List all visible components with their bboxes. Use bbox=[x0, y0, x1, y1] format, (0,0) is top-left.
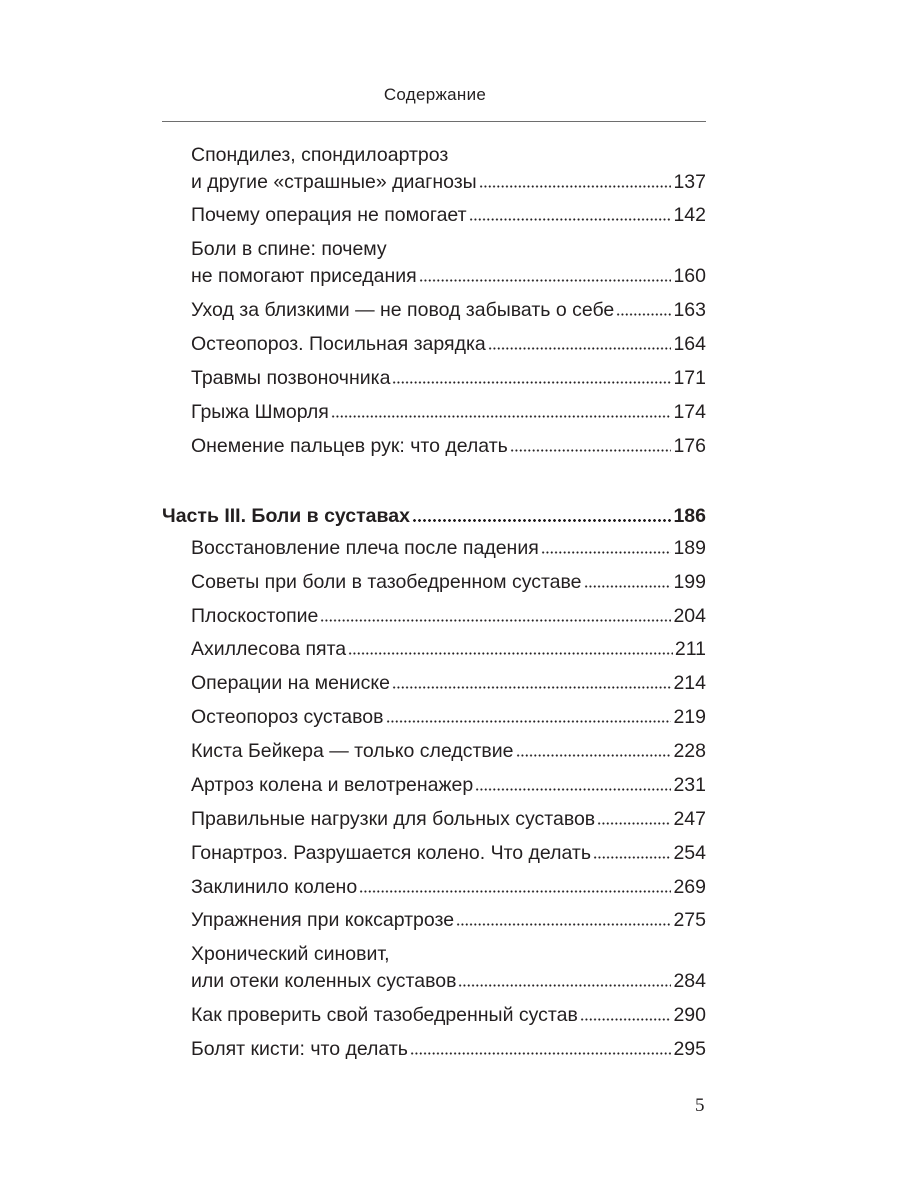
toc-entry[interactable] bbox=[191, 603, 706, 630]
toc-entry[interactable] bbox=[191, 569, 706, 596]
dot-leader bbox=[456, 923, 671, 926]
dot-leader bbox=[412, 519, 672, 522]
page-number: 5 bbox=[695, 1095, 705, 1116]
toc-entry-title-line1: Хронический синовит, bbox=[191, 943, 390, 965]
dot-leader bbox=[331, 415, 672, 418]
dot-leader bbox=[475, 788, 671, 791]
running-header: Содержание bbox=[383, 85, 487, 104]
dot-leader bbox=[386, 720, 672, 723]
toc-entry[interactable] bbox=[191, 772, 706, 799]
toc-entry-page: 160 bbox=[673, 265, 706, 287]
toc-entry-page: 137 bbox=[673, 171, 706, 193]
toc-entry-title: Остеопороз суставов bbox=[191, 706, 384, 728]
dot-leader bbox=[410, 1052, 672, 1055]
toc-entry[interactable] bbox=[191, 874, 706, 901]
toc-entry-page: 219 bbox=[673, 706, 706, 728]
toc-entry-title: или отеки коленных суставов bbox=[191, 970, 457, 992]
toc-entry-page: 174 bbox=[673, 401, 706, 423]
dot-leader bbox=[488, 347, 672, 350]
toc-entry-title: и другие «страшные» диагнозы bbox=[191, 171, 477, 193]
toc-entry[interactable] bbox=[191, 202, 706, 229]
toc-entry-page: 199 bbox=[673, 571, 706, 593]
dot-leader bbox=[348, 652, 673, 655]
toc-entry-page: 211 bbox=[674, 638, 706, 660]
toc-entry[interactable] bbox=[191, 1036, 706, 1063]
toc-entry[interactable] bbox=[191, 399, 706, 426]
dot-leader bbox=[392, 381, 671, 384]
dot-leader bbox=[616, 313, 671, 316]
toc-entry-page: 231 bbox=[673, 774, 706, 796]
dot-leader bbox=[580, 1018, 672, 1021]
toc-entry[interactable] bbox=[191, 142, 706, 196]
toc-entry-page: 254 bbox=[673, 842, 706, 864]
toc-entry-page: 275 bbox=[673, 909, 706, 931]
toc-entry-title: Болят кисти: что делать bbox=[191, 1038, 408, 1060]
dot-leader bbox=[458, 984, 671, 987]
toc-entry-title: Уход за близкими — не повод забывать о себе bbox=[191, 299, 615, 321]
dot-leader bbox=[419, 279, 672, 282]
toc-entry[interactable] bbox=[191, 331, 706, 358]
toc-entry-title: Плоскостопие bbox=[191, 605, 319, 627]
toc-entry-title: Как проверить свой тазобедренный сустав bbox=[191, 1004, 578, 1026]
toc-entry-page: 176 bbox=[673, 435, 706, 457]
toc-entry-page: 284 bbox=[673, 970, 706, 992]
toc-entry-title: Онемение пальцев рук: что делать bbox=[191, 435, 508, 457]
toc-entry-title: Ахиллесова пята bbox=[191, 638, 347, 660]
toc-entry-title: Грыжа Шморля bbox=[191, 401, 329, 423]
toc-entry-page: 204 bbox=[673, 605, 706, 627]
toc-entry[interactable] bbox=[191, 236, 706, 290]
toc-entry-title: не помогают приседания bbox=[191, 265, 417, 287]
toc-entry[interactable] bbox=[191, 704, 706, 731]
toc-entry-title: Советы при боли в тазобедренном суставе bbox=[191, 571, 582, 593]
toc-entry[interactable] bbox=[191, 941, 706, 995]
toc-entry[interactable] bbox=[191, 433, 706, 460]
toc-entry-title: Правильные нагрузки для больных суставов bbox=[191, 808, 596, 830]
toc-entry-page: 214 bbox=[673, 672, 706, 694]
toc-entry-title: Травмы позвоночника bbox=[191, 367, 391, 389]
toc-entry-page: 171 bbox=[673, 367, 706, 389]
dot-leader bbox=[597, 822, 671, 825]
toc-entry-title: Почему операция не помогает bbox=[191, 204, 467, 226]
toc-entry-title: Восстановление плеча после падения bbox=[191, 537, 539, 559]
dot-leader bbox=[479, 185, 672, 188]
toc-entry-page: 163 bbox=[673, 299, 706, 321]
toc-entry-page: 164 bbox=[673, 333, 706, 355]
toc-entry-page: 295 bbox=[673, 1038, 706, 1060]
toc-entry-title: Артроз колена и велотренажер bbox=[191, 774, 474, 796]
toc-entry-title: Упражнения при коксартрозе bbox=[191, 909, 455, 931]
toc-entry[interactable] bbox=[191, 840, 706, 867]
toc-entry[interactable] bbox=[191, 1002, 706, 1029]
dot-leader bbox=[392, 686, 672, 689]
toc-entry-page: 290 bbox=[673, 1004, 706, 1026]
toc-entry-title-line1: Боли в спине: почему bbox=[191, 238, 387, 260]
toc-entry[interactable] bbox=[191, 738, 706, 765]
toc-entry-page: 228 bbox=[673, 740, 706, 762]
toc-entry-page: 142 bbox=[673, 204, 706, 226]
toc-entry[interactable] bbox=[191, 806, 706, 833]
dot-leader bbox=[541, 551, 672, 554]
toc-part-heading[interactable] bbox=[162, 503, 706, 530]
dot-leader bbox=[469, 218, 672, 221]
toc-entry[interactable] bbox=[191, 365, 706, 392]
toc-entry[interactable] bbox=[191, 907, 706, 934]
toc-entry-title: Часть III. Боли в суставах bbox=[162, 505, 410, 527]
toc-entry[interactable] bbox=[191, 297, 706, 324]
dot-leader bbox=[359, 890, 671, 893]
toc-entry[interactable] bbox=[191, 535, 706, 562]
dot-leader bbox=[584, 585, 672, 588]
dot-leader bbox=[510, 449, 672, 452]
toc-entry-title: Операции на мениске bbox=[191, 672, 390, 694]
toc-entry[interactable] bbox=[191, 670, 706, 697]
header-rule bbox=[162, 121, 706, 122]
dot-leader bbox=[593, 856, 671, 859]
toc-entry[interactable] bbox=[191, 636, 706, 663]
toc-entry-title: Гонартроз. Разрушается колено. Что делать bbox=[191, 842, 592, 864]
toc-entry-page: 189 bbox=[673, 537, 706, 559]
dot-leader bbox=[320, 619, 671, 622]
toc-entry-title: Заклинило колено bbox=[191, 876, 358, 898]
toc-entry-page: 186 bbox=[673, 505, 706, 527]
toc-entry-page: 247 bbox=[673, 808, 706, 830]
toc-entry-title: Киста Бейкера — только следствие bbox=[191, 740, 514, 762]
toc-entry-title-line1: Спондилез, спондилоартроз bbox=[191, 144, 449, 166]
toc-entry-title: Остеопороз. Посильная зарядка bbox=[191, 333, 486, 355]
toc-entry-page: 269 bbox=[673, 876, 706, 898]
dot-leader bbox=[516, 754, 672, 757]
